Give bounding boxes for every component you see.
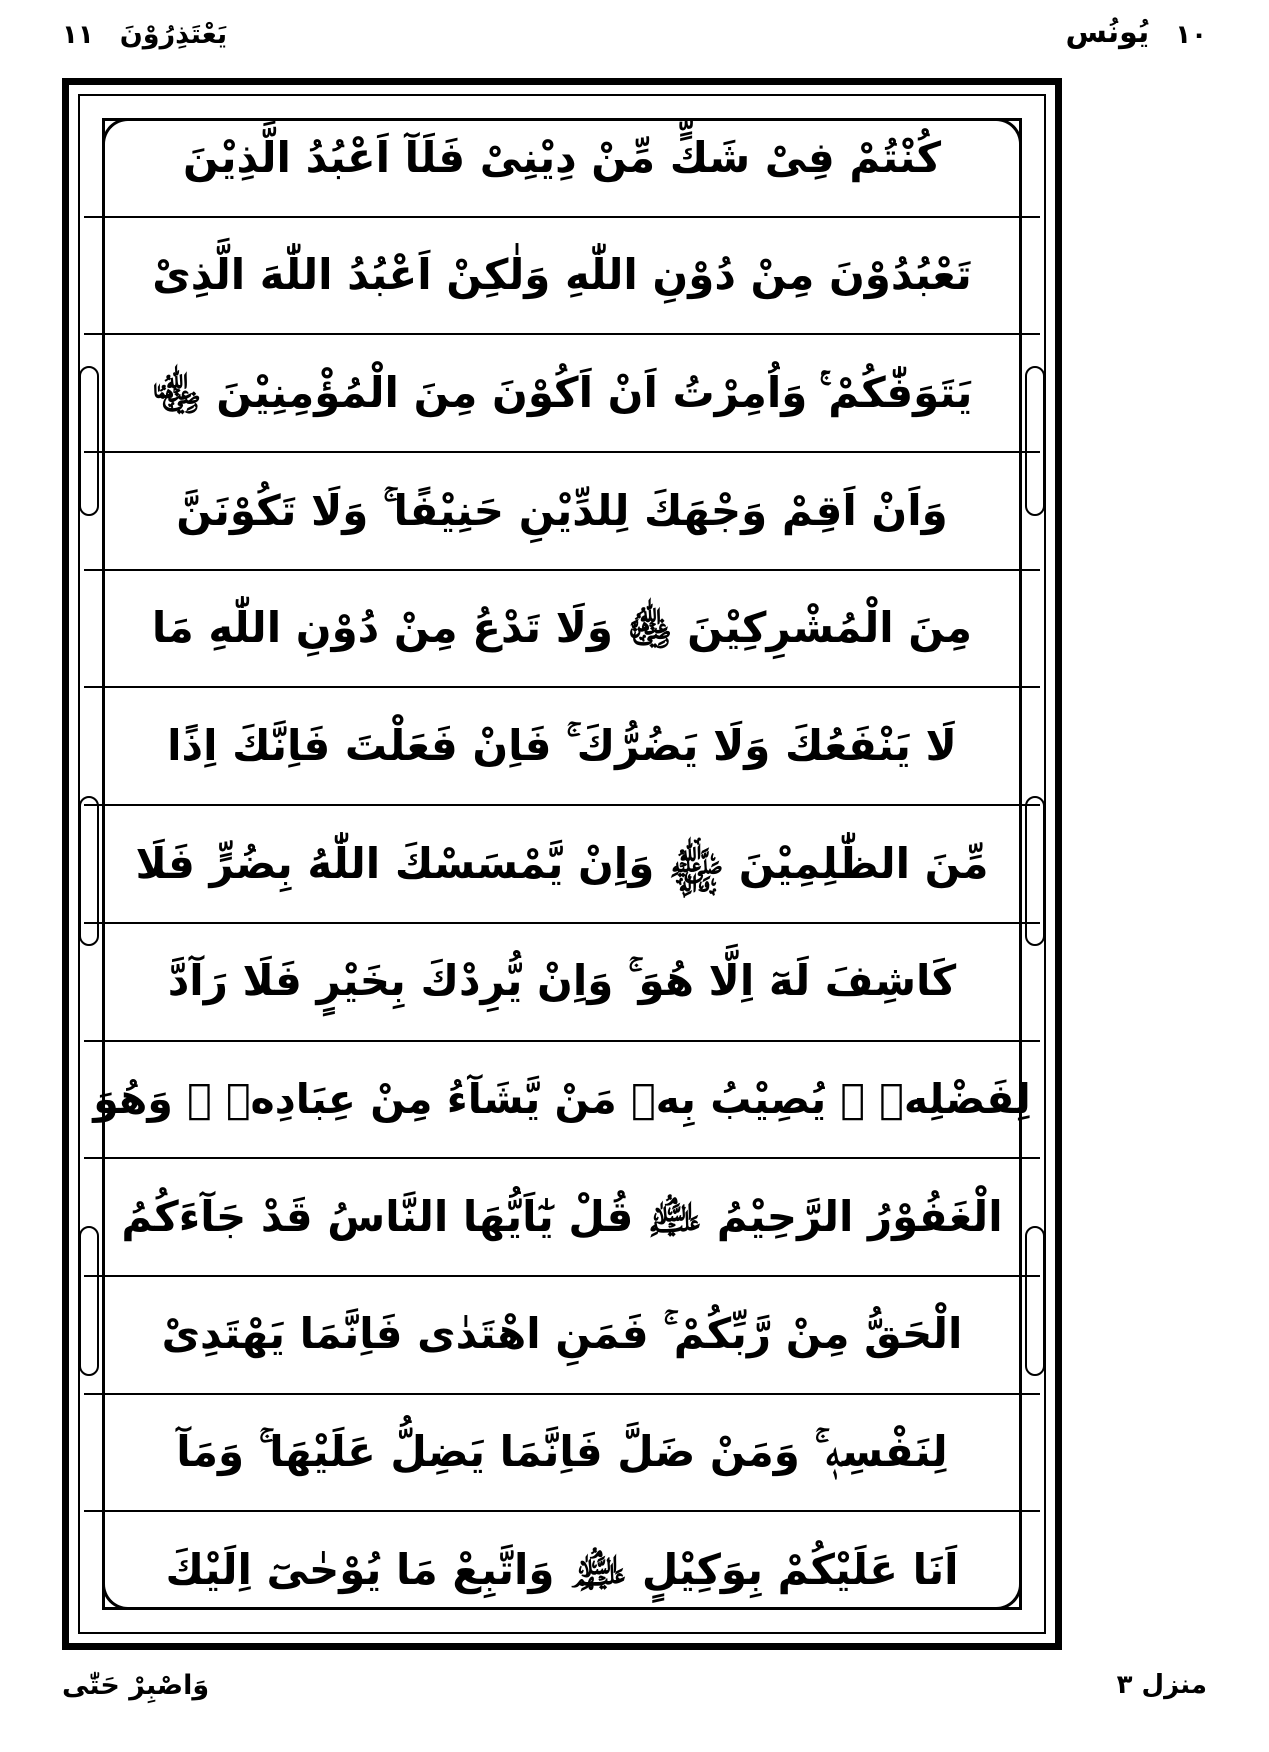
header-surah-group [1065,15,1208,50]
ayah-line [84,924,1040,1042]
ayah-line-text: وَاَنْ اَقِمْ وَجْهَكَ لِلدِّيْنِ حَنِيْفًا ۚ وَلَا تَكُوْنَنَّ [176,485,948,535]
header-catchword: يَعْتَذِرُوْنَ [119,19,228,50]
ayah-line [84,571,1040,689]
ayah-line-text: مِنَ الْمُشْرِكِيْنَ ﵅ وَلَا تَدْعُ مِنْ دُوْنِ اللّٰهِ مَا [151,603,973,653]
ayah-line [84,453,1040,571]
page-footer [0,1672,1269,1699]
surah-number: ١٠ [1175,20,1207,50]
manzil-label: منزل ٣ [1116,1670,1207,1700]
ayah-line-text: كَاشِفَ لَهٓ اِلَّا هُوَ ۚ وَاِنْ يُّرِدْكَ بِخَيْرٍ فَلَا رَآدَّ [167,956,957,1006]
ayah-line [84,1512,1040,1628]
ayah-lines [84,100,1040,1628]
ayah-line [84,100,1040,218]
ayah-line [84,1042,1040,1160]
ayah-line-text: مِّنَ الظّٰلِمِيْنَ ﵆ وَاِنْ يَّمْسَسْكَ اللّٰهُ بِضُرٍّ فَلَا [135,838,989,888]
ayah-line-text: يَتَوَفّٰكُمْ ۚ وَاُمِرْتُ اَنْ اَكُوْنَ مِنَ الْمُؤْمِنِيْنَ ﵄ [151,367,973,417]
footer-catchword-group [62,1672,209,1699]
ayah-line-text: لِنَفْسِهٖ ۚ وَمَنْ ضَلَّ فَاِنَّمَا يَضِلُّ عَلَيْهَا ۚ وَمَآ [176,1427,948,1477]
ayah-line [84,1395,1040,1513]
ayah-line-text: لِفَضْلِهٖ ۗ يُصِيْبُ بِهٖ مَنْ يَّشَآءُ مِنْ عِبَادِهٖ ۗ وَهُوَ [93,1074,1031,1123]
ayah-line-text: لَا يَنْفَعُكَ وَلَا يَضُرُّكَ ۚ فَاِنْ فَعَلْتَ فَاِنَّكَ اِذًا [167,721,957,771]
ayah-line-text: الْغَفُوْرُ الرَّحِيْمُ ﵇ قُلْ يٰٓاَيُّهَا النَّاسُ قَدْ جَآءَكُمُ [121,1191,1003,1241]
ayah-line-text: تَعْبُدُوْنَ مِنْ دُوْنِ اللّٰهِ وَلٰكِنْ اَعْبُدُ اللّٰهَ الَّذِىْ [152,250,972,300]
ayah-line [84,1277,1040,1395]
surah-name: يُونُس [1065,15,1150,50]
page-header [0,15,1269,50]
ayah-line [84,335,1040,453]
footer-manzil-group [1117,1672,1207,1698]
ayah-line-text: كُنْتُمْ فِىْ شَكٍّ مِّنْ دِيْنِىْ فَلَآ اَعْبُدُ الَّذِيْنَ [182,132,942,182]
ayah-line [84,1159,1040,1277]
ayah-line [84,806,1040,924]
header-catchword-group [62,21,227,48]
ayah-line [84,688,1040,806]
ayah-line-text: اَنَا عَلَيْكُمْ بِوَكِيْلٍ ﵈ وَاتَّبِعْ مَا يُوْحٰىٓ اِلَيْكَ [165,1544,959,1594]
part-number: ١١ [62,20,94,50]
ayah-line-text: الْحَقُّ مِنْ رَّبِّكُمْ ۚ فَمَنِ اهْتَدٰى فَاِنَّمَا يَهْتَدِىْ [161,1309,963,1359]
ayah-line [84,218,1040,336]
footer-catchword: وَاصْبِرْ حَتّٰى [62,1670,210,1701]
